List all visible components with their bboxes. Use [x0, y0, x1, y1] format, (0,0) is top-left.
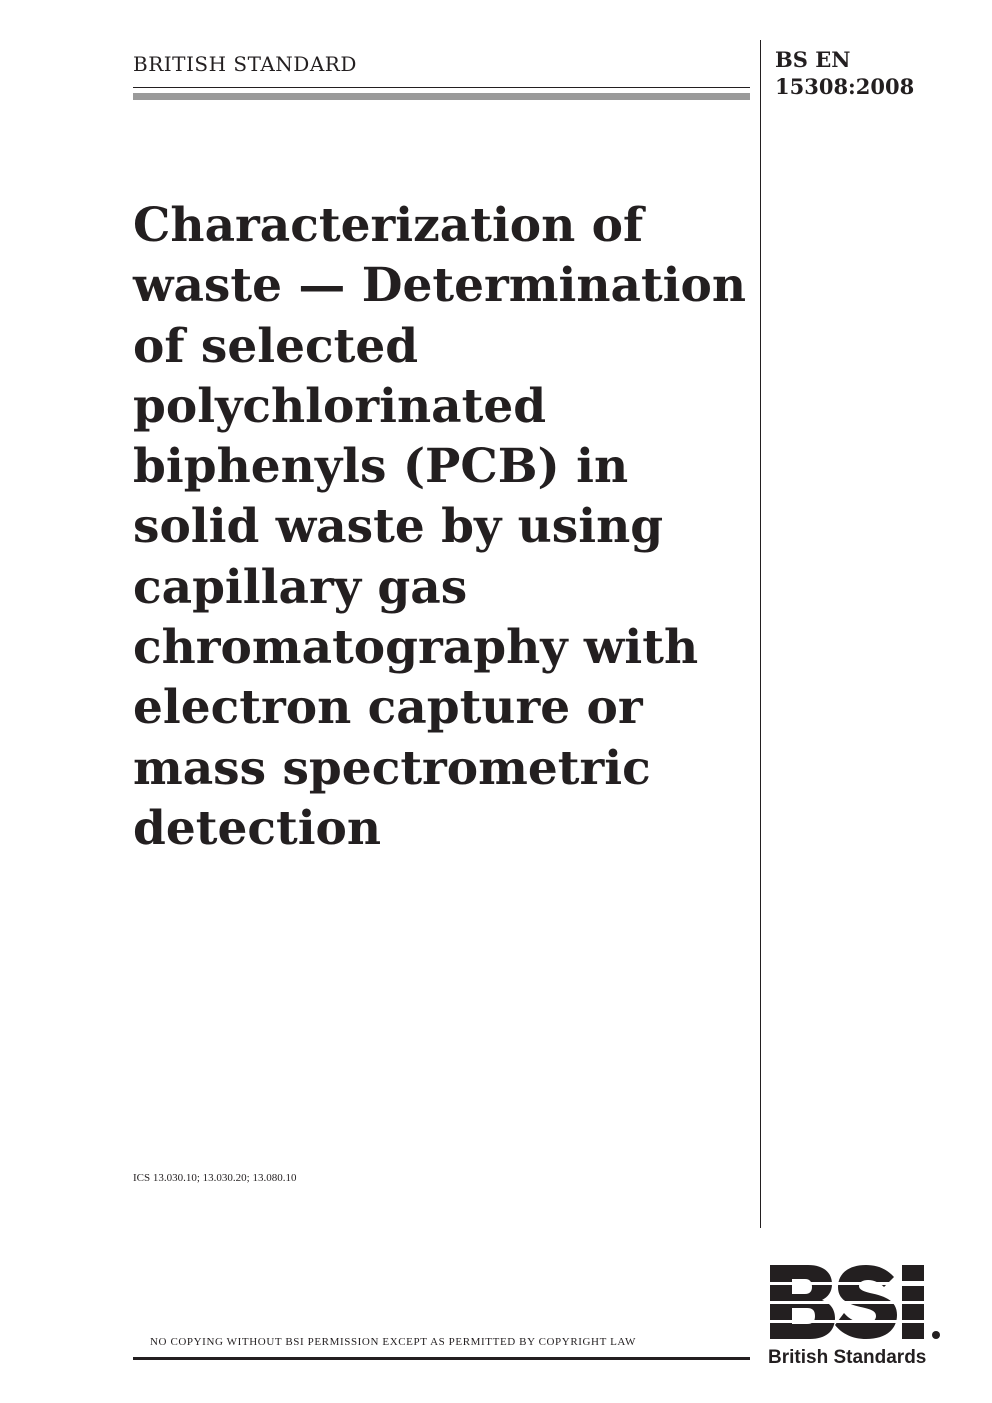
header-rule-thin: [133, 87, 750, 88]
title-line: waste — Determination: [133, 258, 747, 314]
bsi-logo-tagline: British Standards: [768, 1347, 927, 1368]
title-line: mass spectrometric: [133, 740, 651, 796]
vertical-divider: [760, 40, 761, 1228]
title-line: Characterization of: [133, 198, 644, 253]
title-line: biphenyls (PCB) in: [133, 439, 629, 495]
title-line: of selected: [133, 318, 419, 374]
title-line: electron capture or: [133, 680, 643, 736]
standard-number-prefix: BS EN: [775, 47, 851, 72]
bsi-logo-mark: [768, 1265, 940, 1339]
copyright-notice: NO COPYING WITHOUT BSI PERMISSION EXCEPT AS PERMITTED BY COPYRIGHT LAW: [150, 1336, 637, 1348]
standard-number: [775, 46, 914, 100]
document-title: [133, 196, 753, 859]
bsi-logo: [768, 1262, 944, 1372]
footer-rule: [133, 1357, 750, 1360]
title-line: detection: [133, 800, 382, 856]
document-type-label: BRITISH STANDARD: [133, 52, 357, 76]
standard-number-code: 15308:2008: [775, 74, 915, 99]
title-line: chromatography with: [133, 620, 699, 676]
ics-classification: ICS 13.030.10; 13.030.20; 13.080.10: [133, 1172, 297, 1184]
title-line: capillary gas: [133, 559, 468, 615]
header-rule-thick: [133, 93, 750, 100]
title-line: polychlorinated: [133, 378, 547, 434]
title-line: solid waste by using: [133, 499, 664, 555]
